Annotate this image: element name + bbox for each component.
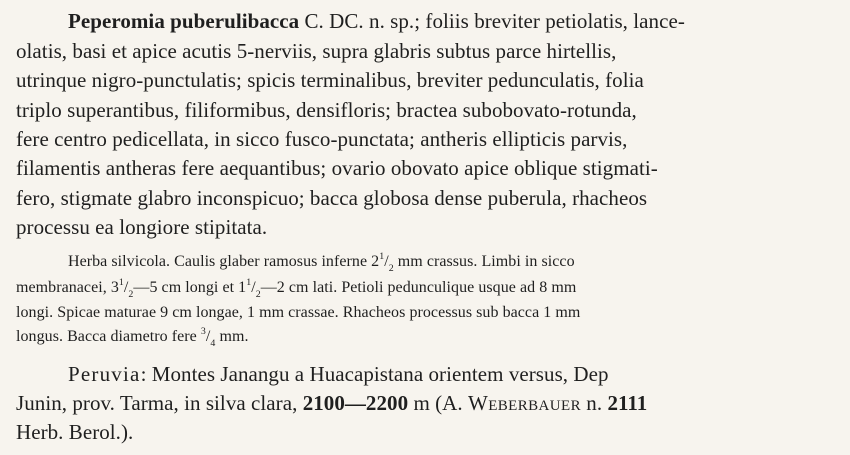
fraction-3-slash: / <box>251 279 256 296</box>
notes-line-4-a: longus. Bacca diametro fere <box>16 328 201 345</box>
locality-line-1-rest: : Montes Janangu a Huacapistana orientem versus, Dep <box>140 362 609 386</box>
notes-line-2-b: —5 cm longi et 1 <box>133 279 247 296</box>
species-line-8: processu ea longiore stipitata. <box>16 215 268 239</box>
fraction-4-numerator: 3 <box>200 326 206 338</box>
species-line-1 <box>68 11 685 32</box>
species-line-4: triplo superantibus, filiformibus, densifloris; bractea subobovato-rotunda, <box>16 98 637 122</box>
species-line-3: utrinque nigro-punctulatis; spicis terminalibus, breviter pedunculatis, folia <box>16 68 644 92</box>
locality-line-1 <box>68 364 609 385</box>
species-line-7: fero, stigmate glabro inconspicuo; bacca globosa dense puberula, rhacheos <box>16 186 648 210</box>
fraction-3 <box>246 277 261 300</box>
fraction-4-denominator: 4 <box>210 337 216 349</box>
fraction-1-denominator: 2 <box>388 262 394 274</box>
fraction-1-numerator: 1 <box>379 251 385 263</box>
altitude: 2100—2200 <box>302 391 409 415</box>
locality-line-2-b: m (A. <box>408 391 468 415</box>
notes-line-2 <box>16 277 577 300</box>
fraction-2-numerator: 1 <box>118 277 124 289</box>
locality-line-2-a: Junin, prov. Tarma, in silva clara, <box>16 391 303 415</box>
locality-line-2-c: n. <box>580 391 608 415</box>
fraction-2-slash: / <box>123 279 129 296</box>
notes-line-1 <box>68 251 575 274</box>
collection-number: 2111 <box>607 391 648 415</box>
species-line-6: filamentis antheras fere aequantibus; ovario obovato apice oblique stigmati- <box>16 156 658 180</box>
notes-line-1-a: Herba silvicola. Caulis glaber ramosus inferne 2 <box>68 253 380 270</box>
fraction-4-slash: / <box>205 328 211 345</box>
fraction-1-slash: / <box>384 253 389 270</box>
notes-line-1-b: mm crassus. Limbi in sicco <box>393 253 575 270</box>
fraction-3-denominator: 2 <box>255 288 261 300</box>
fraction-1 <box>379 251 394 274</box>
fraction-3-numerator: 1 <box>246 277 252 289</box>
locality-line-3: Herb. Berol.). <box>16 420 134 444</box>
species-line-2: olatis, basi et apice acutis 5-nerviis, supra glabris subtus parce hirtellis, <box>16 39 617 63</box>
collector: Weberbauer <box>467 391 581 415</box>
species-name: Peperomia puberulibacca <box>68 9 300 33</box>
fraction-2 <box>118 277 134 300</box>
notes-line-3: longi. Spicae maturae 9 cm longae, 1 mm crassae. Rhacheos processus sub bacca 1 mm <box>16 304 581 321</box>
notes-line-4-b: mm. <box>215 328 249 345</box>
notes-line-4 <box>16 326 249 349</box>
species-author: C. DC. n. sp. <box>304 9 415 33</box>
notes-line-2-a: membranacei, 3 <box>16 279 119 296</box>
fraction-2-denominator: 2 <box>128 288 134 300</box>
country: Peruvia <box>68 362 141 386</box>
locality-line-2 <box>16 393 647 414</box>
fraction-4 <box>200 326 216 349</box>
species-line-5: fere centro pedicellata, in sicco fusco-punctata; antheris ellipticis parvis, <box>16 127 628 151</box>
species-line-1-rest: ; foliis breviter petiolatis, lance- <box>414 9 685 33</box>
notes-line-2-c: —2 cm lati. Petioli pedunculique usque ad 8 mm <box>260 279 577 296</box>
